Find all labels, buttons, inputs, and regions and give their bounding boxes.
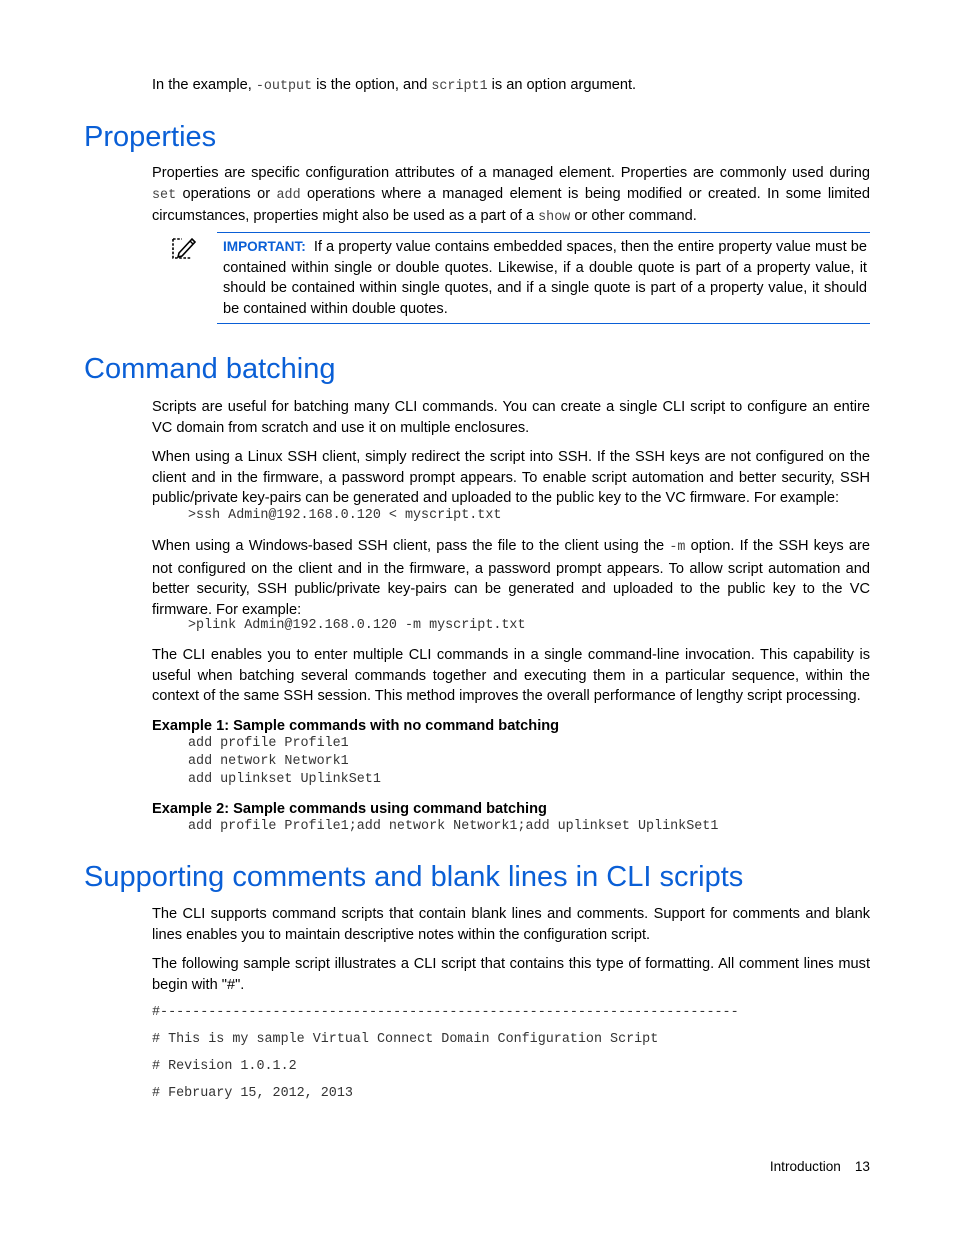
- page-footer: [770, 1158, 870, 1176]
- batching-paragraph-2: When using a Linux SSH client, simply redirect the script into SSH. If the SSH keys are not configured on the client and in the firmware, a password prompt appears. To enable script automation and better security, SSH public/private key-pairs can be generated and uploaded to the public key to the VC firmware. For example:: [152, 449, 870, 507]
- text: is an option argument.: [487, 77, 637, 93]
- inline-code: -output: [255, 79, 313, 94]
- example-1-line: add uplinkset UplinkSet1: [188, 772, 381, 787]
- heading-properties: Properties: [84, 121, 217, 153]
- properties-paragraph: [152, 163, 870, 229]
- inline-code: script1: [431, 79, 488, 94]
- important-text: If a property value contains embedded spaces, then the entire property value must be contained within single or double quotes. Likewise, if a double quote is part of a property value, it should be contained within single quotes, and if a single quote is part of a property value, it should be contained within double quotes.: [223, 239, 867, 317]
- script-line: #------------------------------------------------------------------------: [152, 1005, 739, 1020]
- script-line: # Revision 1.0.1.2: [152, 1059, 297, 1074]
- important-text-block: [223, 237, 867, 319]
- example-1-label: Example 1: Sample commands with no command batching: [152, 718, 560, 734]
- example-1-line: add network Network1: [188, 754, 349, 769]
- text: option. If the SSH keys are not configured on the client and in the firmware, a password prompt appears. To allow script automation and better security, SSH public/private key-pairs can be generated and uploaded to the public key to the VC firmware. For example:: [152, 538, 870, 618]
- batching-paragraph-1: Scripts are useful for batching many CLI commands. You can create a single CLI script to configure an entire VC domain from scratch and use it on multiple enclosures.: [152, 399, 870, 436]
- comments-paragraph-2: The following sample script illustrates a CLI script that contains this type of formatting. All comment lines must begin with "#".: [152, 956, 870, 993]
- inline-code: -m: [669, 540, 686, 555]
- footer-section: Introduction: [769, 1159, 841, 1174]
- text: or other command.: [570, 208, 697, 225]
- inline-code: add: [276, 187, 301, 203]
- example-2-line: add profile Profile1;add network Network1;add uplinkset UplinkSet1: [188, 819, 719, 834]
- example-1-line: add profile Profile1: [188, 736, 349, 751]
- heading-command-batching: Command batching: [84, 353, 336, 385]
- heading-supporting-comments: Supporting comments and blank lines in CLI scripts: [84, 861, 744, 893]
- script-line: # This is my sample Virtual Connect Domain Configuration Script: [152, 1032, 659, 1047]
- important-note-icon: [170, 235, 196, 261]
- text: Properties are specific configuration attributes of a managed element. Properties are commonly used during: [152, 165, 870, 181]
- text: When using a Windows-based SSH client, pass the file to the client using the: [152, 538, 670, 554]
- batching-paragraph-4: The CLI enables you to enter multiple CLI commands in a single command-line invocation. This capability is useful when batching several commands together and executing them in a particular sequence, within the context of the same SSH session. This method improves the overall performance of lengthy script processing.: [152, 647, 870, 705]
- inline-code: set: [152, 187, 177, 203]
- intro-paragraph: [152, 75, 870, 98]
- inline-code: show: [538, 210, 571, 226]
- important-callout: [217, 232, 870, 324]
- batching-paragraph-3: [152, 536, 870, 620]
- important-label: IMPORTANT:: [223, 239, 306, 254]
- text: is the option, and: [312, 77, 432, 93]
- text: operations or: [176, 185, 277, 202]
- example-2-label: Example 2: Sample commands using command batching: [152, 801, 547, 817]
- text: operations where a managed element is being modified or created. In some limited circumstances, properties might also be used as a part of a: [152, 185, 870, 225]
- text: In the example,: [152, 77, 256, 93]
- code-plink-example: >plink Admin@192.168.0.120 -m myscript.txt: [188, 618, 526, 633]
- code-ssh-example: >ssh Admin@192.168.0.120 < myscript.txt: [188, 508, 502, 523]
- page-number: 13: [854, 1159, 870, 1174]
- script-line: # February 15, 2012, 2013: [152, 1086, 353, 1101]
- comments-paragraph-1: The CLI supports command scripts that contain blank lines and comments. Support for comments and blank lines enables you to maintain descriptive notes within the configuration script.: [152, 906, 870, 943]
